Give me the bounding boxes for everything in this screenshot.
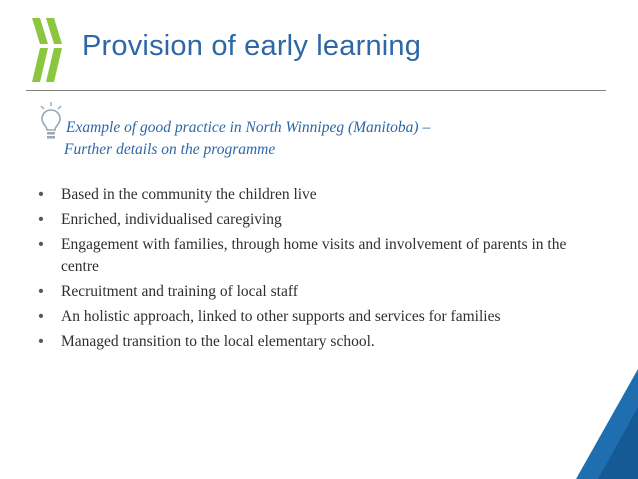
corner-decoration bbox=[576, 369, 638, 479]
list-item bbox=[34, 184, 604, 206]
list-item-text: Enriched, individualised caregiving bbox=[61, 211, 282, 228]
title-divider bbox=[26, 90, 606, 91]
bullet-marker: • bbox=[38, 186, 44, 203]
list-item-text: Recruitment and training of local staff bbox=[61, 283, 298, 300]
list-item bbox=[34, 281, 604, 303]
lightbulb-icon bbox=[38, 101, 64, 141]
list-item-text: Managed transition to the local elementary school. bbox=[61, 333, 375, 350]
bullet-marker: • bbox=[38, 283, 44, 300]
list-item bbox=[34, 209, 604, 231]
bullet-marker: • bbox=[38, 308, 44, 325]
list-item bbox=[34, 331, 604, 353]
list-item-text: Based in the community the children live bbox=[61, 186, 317, 203]
intro-line-1: Example of good practice in North Winnipeg (Manitoba) – bbox=[66, 119, 431, 136]
list-item bbox=[34, 234, 604, 278]
page-title: Provision of early learning bbox=[82, 30, 422, 62]
list-item bbox=[34, 306, 604, 328]
intro-line-2: Further details on the programme bbox=[64, 141, 276, 158]
bullet-list bbox=[34, 184, 604, 356]
list-item-text: Engagement with families, through home visits and involvement of parents in the centre bbox=[61, 236, 567, 275]
intro-text bbox=[66, 117, 586, 161]
bullet-marker: • bbox=[38, 333, 44, 350]
bullet-marker: • bbox=[38, 236, 44, 253]
oecd-logo-icon bbox=[26, 14, 70, 86]
bullet-marker: • bbox=[38, 211, 44, 228]
list-item-text: An holistic approach, linked to other supports and services for families bbox=[61, 308, 501, 325]
